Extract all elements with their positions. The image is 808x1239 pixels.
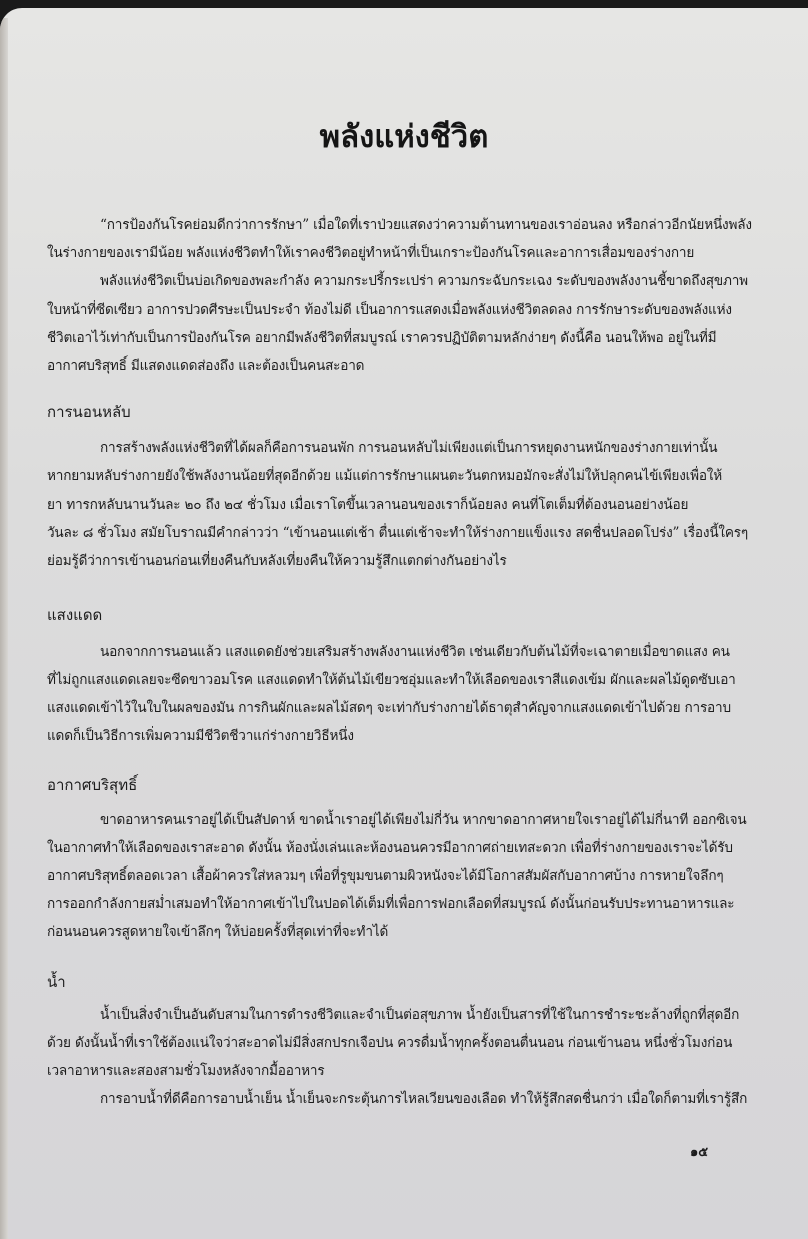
section-line: เวลาอาหารและสองสามชั่วโมงหลังจากมื้ออาหาร xyxy=(47,1063,325,1079)
section-line: แดดก็เป็นวิธีการเพิ่มความมีชีวิตชีวาแก่ร่างกายวิธีหนึ่ง xyxy=(47,728,354,744)
section-line: วันละ ๘ ชั่วโมง สมัยโบราณมีคำกล่าวว่า “เข้านอนแต่เช้า ตื่นแต่เช้าจะทำให้ร่างกายแข็งแรง สดชื่นปลอดโปร่ง” เรื่องนี้ใครๆ xyxy=(47,525,748,541)
section-line: ในอากาศทำให้เลือดของเราสะอาด ดังนั้น ห้องนั่งเล่นและห้องนอนควรมีอากาศถ่ายเทสะดวก เพื่อที่ร่างกายของเราจะได้รับ xyxy=(47,840,733,856)
section-line: การอาบน้ำที่ดีคือการอาบน้ำเย็น น้ำเย็นจะกระตุ้นการไหลเวียนของเลือด ทำให้รู้สึกสดชื่นกว่า เมื่อใดก็ตามที่เรารู้สึก xyxy=(100,1091,748,1107)
page-title: พลังแห่งชีวิต xyxy=(319,118,489,155)
section-line: ก่อนนอนควรสูดหายใจเข้าลึกๆ ให้บ่อยครั้งที่สุดเท่าที่จะทำได้ xyxy=(47,924,389,940)
section-line: หากยามหลับร่างกายยังใช้พลังงานน้อยที่สุดอีกด้วย แม้แต่การรักษาแผนตะวันตกหมอมักจะสั่งไม่ให้ปลุกคนไข้เพียงเพื่อให้ xyxy=(47,468,723,484)
section-heading-sleep: การนอนหลับ xyxy=(47,403,131,421)
section-line: การสร้างพลังแห่งชีวิตที่ได้ผลก็คือการนอนพัก การนอนหลับไม่เพียงแต่เป็นการหยุดงานหนักของร่างกายเท่านั้น xyxy=(100,440,718,456)
book-spine-shadow xyxy=(0,18,8,1239)
section-line: การออกกำลังกายสม่ำเสมอทำให้อากาศเข้าไปในปอดได้เต็มที่เพื่อการฟอกเลือดที่สมบูรณ์ ดังนั้นก่อนรับประทานอาหารและ xyxy=(47,896,735,912)
section-line: อากาศบริสุทธิ์ตลอดเวลา เสื้อผ้าควรใส่หลวมๆ เพื่อที่รูขุมขนตามผิวหนังจะได้มีโอกาสสัมผัสกับอากาศบ้าง การหายใจลึกๆ xyxy=(47,868,724,884)
section-line: ย่อมรู้ดีว่าการเข้านอนก่อนเที่ยงคืนกับหลังเที่ยงคืนให้ความรู้สึกแตกต่างกันอย่างไร xyxy=(47,553,507,569)
section-heading-sunlight: แสงแดด xyxy=(47,606,103,624)
intro-line: พลังแห่งชีวิตเป็นบ่อเกิดของพละกำลัง ความกระปรี้กระเปร่า ความกระฉับกระเฉง ระดับของพลังงานชี้ขาดถึงสุขภาพ xyxy=(100,273,748,289)
section-line: นอกจากการนอนแล้ว แสงแดดยังช่วยเสริมสร้างพลังงานแห่งชีวิต เช่นเดียวกับต้นไม้ที่จะเฉาตายเมื่อขาดแสง คน xyxy=(100,644,730,660)
intro-line: ในร่างกายของเรามีน้อย พลังแห่งชีวิตทำให้เราคงชีวิตอยู่ทำหน้าที่เป็นเกราะป้องกันโรคและอาการเสื่อมของร่างกาย xyxy=(47,245,695,261)
section-line: ยา ทารกหลับนานวันละ ๒๐ ถึง ๒๔ ชั่วโมง เมื่อเราโตขึ้นเวลานอนของเราก็น้อยลง คนที่โตเต็มที่ต้องนอนอย่างน้อย xyxy=(47,497,689,513)
intro-line: อากาศบริสุทธิ์ มีแสดงแดดส่องถึง และต้องเป็นคนสะอาด xyxy=(47,358,365,374)
section-line: ที่ไม่ถูกแสงแดดเลยจะซีดขาวอมโรค แสงแดดทำให้ต้นไม้เขียวชอุ่มและทำให้เลือดของเราสีแดงเข้ม ผักและผลไม้ดูดซับเอา xyxy=(47,672,736,688)
intro-line: ใบหน้าที่ซีดเซียว อาการปวดศีรษะเป็นประจำ ท้องไม่ดี เป็นอาการแสดงเมื่อพลังแห่งชีวิตลดลง การรักษาระดับของพลังแห่ง xyxy=(47,302,732,318)
section-line: น้ำเป็นสิ่งจำเป็นอันดับสามในการดำรงชีวิตและจำเป็นต่อสุขภาพ น้ำยังเป็นสารที่ใช้ในการชำระชะล้างที่ถูกที่สุดอีก xyxy=(100,1007,740,1023)
intro-line: “การป้องกันโรคย่อมดีกว่าการรักษา” เมื่อใดที่เราป่วยแสดงว่าความต้านทานของเราอ่อนลง หรือกล่าวอีกนัยหนึ่งพลัง xyxy=(100,217,752,233)
section-line: ด้วย ดังนั้นน้ำที่เราใช้ต้องแน่ใจว่าสะอาดไม่มีสิ่งสกปรกเจือปน ควรดื่มน้ำทุกครั้งตอนตื่นนอน ก่อนเข้านอน หนึ่งชั่วโมงก่อน xyxy=(47,1035,733,1051)
document-page xyxy=(0,8,808,1239)
section-line: แสงแดดเข้าไว้ในใบในผลของมัน การกินผักและผลไม้สดๆ จะเท่ากับร่างกายได้ธาตุสำคัญจากแสงแดดเข้าไปด้วย การอาบ xyxy=(47,700,731,716)
section-heading-fresh-air: อากาศบริสุทธิ์ xyxy=(47,776,138,794)
intro-line: ชีวิตเอาไว้เท่ากับเป็นการป้องกันโรค อยากมีพลังชีวิตที่สมบูรณ์ เราควรปฏิบัติตามหลักง่ายๆ ดังนี้คือ นอนให้พอ อยู่ในที่มี xyxy=(47,330,717,346)
section-line: ขาดอาหารคนเราอยู่ได้เป็นสัปดาห์ ขาดน้ำเราอยู่ได้เพียงไม่กี่วัน หากขาดอากาศหายใจเราอยู่ได้ไม่กี่นาที ออกซิเจน xyxy=(100,812,747,828)
section-heading-water: น้ำ xyxy=(47,973,66,991)
page-number: ๑๕ xyxy=(690,1145,709,1160)
